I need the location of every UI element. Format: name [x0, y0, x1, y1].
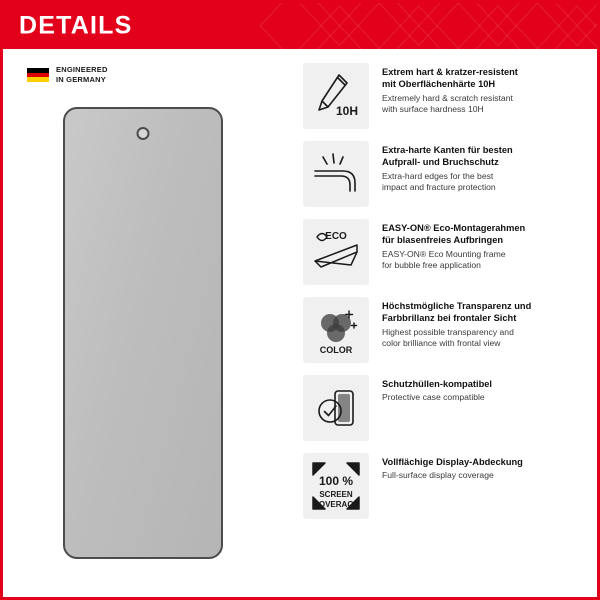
feature-de — [382, 144, 513, 169]
full-coverage-icon — [303, 453, 369, 519]
feature-de-line1: Extra-harte Kanten für besten — [382, 145, 513, 155]
feature-de — [382, 378, 492, 390]
feature-text — [382, 63, 518, 116]
feature-text — [382, 453, 523, 482]
feature-text — [382, 219, 525, 272]
feature-de-line1: Extrem hart & kratzer-resistent — [382, 67, 518, 77]
svg-text:ECO: ECO — [325, 231, 347, 242]
pencil-hardness-icon — [303, 63, 369, 129]
coverage-sub2: COVERAGE — [313, 500, 359, 509]
feature-de-line1: EASY-ON® Eco-Montagerahmen — [382, 223, 526, 233]
feature-de — [382, 66, 518, 91]
feature-de-line1: Schutzhüllen-kompatibel — [382, 379, 493, 389]
feature-en — [382, 93, 518, 116]
case-compatible-icon — [303, 375, 369, 441]
feature-text — [382, 141, 513, 194]
icon-label: 10H — [335, 104, 359, 118]
feature-en — [382, 392, 492, 403]
feature-de — [382, 456, 523, 468]
engineered-in-germany-badge — [27, 65, 108, 85]
feature-de-line1: Vollflächige Display-Abdeckung — [382, 457, 523, 467]
feature-de-line2: für blasenfreies Aufbringen — [382, 235, 504, 246]
feature-de-line2: mit Oberflächenhärte 10H — [382, 79, 496, 90]
feature-en — [382, 327, 531, 350]
badge-line-1: ENGINEERED — [56, 65, 108, 74]
feature-en — [382, 470, 523, 481]
feature-en-line1: Extra-hard edges for the best — [382, 170, 494, 181]
badge-text — [56, 65, 108, 85]
feature-list — [303, 63, 583, 531]
feature-en-line2: for bubble free application — [382, 260, 481, 271]
feature-text — [382, 297, 531, 350]
feature-text — [382, 375, 492, 404]
feature-en-line1: EASY-ON® Eco Mounting frame — [382, 248, 506, 259]
feature-de — [382, 222, 525, 247]
feature-en-line1: Protective case compatible — [382, 392, 485, 403]
coverage-sub1: SCREEN — [319, 490, 353, 499]
eco-mounting-frame-icon — [303, 219, 369, 285]
german-flag-icon — [27, 68, 49, 82]
svg-text:COLOR: COLOR — [319, 345, 353, 355]
feature-en-line2: impact and fracture protection — [382, 182, 496, 193]
page-title: DETAILS — [19, 11, 133, 40]
list-item — [303, 219, 583, 285]
feature-en — [382, 171, 513, 194]
front-camera-icon — [137, 127, 150, 140]
list-item — [303, 141, 583, 207]
list-item — [303, 453, 583, 519]
feature-de-line2: Aufprall- und Bruchschutz — [382, 157, 499, 168]
page-content — [3, 49, 597, 597]
feature-de-line2: Farbbrillanz bei frontaler Sicht — [382, 313, 517, 324]
edge-impact-icon — [303, 141, 369, 207]
list-item — [303, 63, 583, 129]
list-item — [303, 297, 583, 363]
feature-en-line1: Extremely hard & scratch resistant — [382, 92, 513, 103]
feature-en-line2: with surface hardness 10H — [382, 104, 484, 115]
feature-en-line2: color brilliance with frontal view — [382, 338, 501, 349]
badge-line-2: IN GERMANY — [56, 75, 106, 85]
phone-body — [63, 107, 223, 559]
page-header — [3, 3, 597, 49]
coverage-percent: 100 % — [318, 474, 354, 488]
color-transparency-icon — [303, 297, 369, 363]
product-illustration — [55, 101, 245, 571]
feature-en-line1: Full-surface display coverage — [382, 470, 494, 481]
feature-de-line1: Höchstmögliche Transparenz und — [382, 301, 532, 311]
list-item — [303, 375, 583, 441]
feature-en-line1: Highest possible transparency and — [382, 326, 514, 337]
feature-en — [382, 249, 525, 272]
feature-de — [382, 300, 531, 325]
